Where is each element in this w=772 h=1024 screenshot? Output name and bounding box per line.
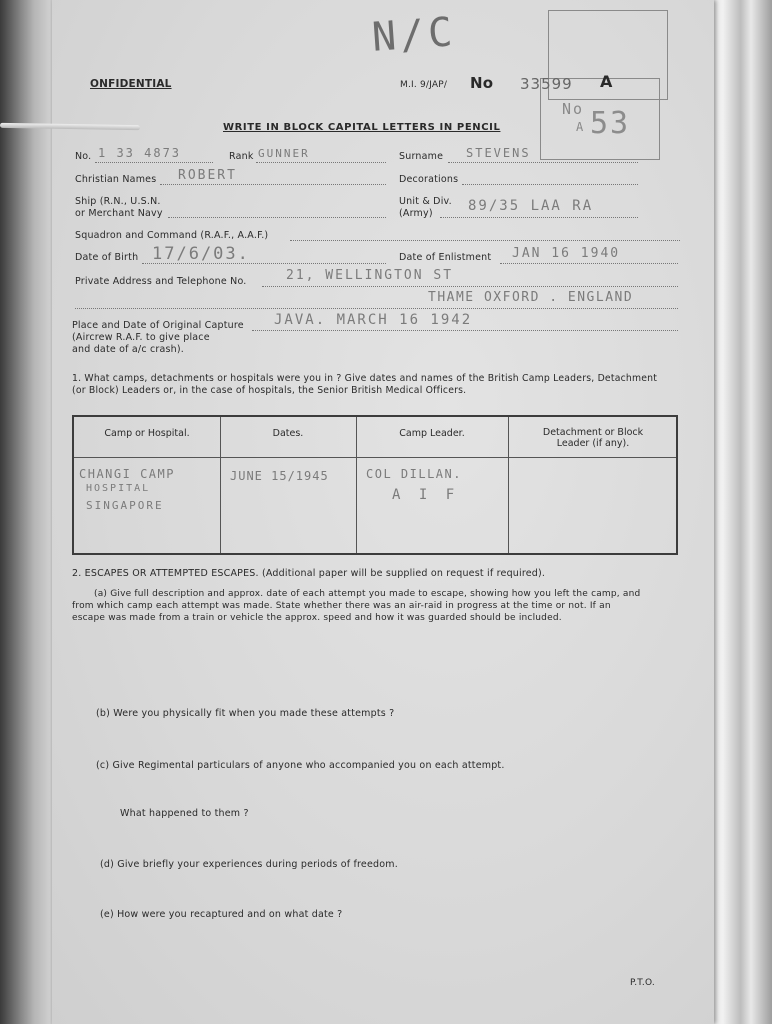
th-dates: Dates. [272,428,304,439]
stamp-a-small: A [576,120,586,134]
q1-text-line1: 1. What camps, detachments or hospitals were you in ? Give dates and names of the British Camp Leaders, Detachment [72,373,658,384]
unit-value: 89/35 LAA RA [468,198,594,214]
cell-camp-line3: SINGAPORE [86,499,164,512]
rank-value: GUNNER [258,147,310,160]
unit-label-line2: (Army) [399,208,433,219]
squadron-line [290,240,680,241]
stamp-no-label: No [562,100,585,118]
q2a-line3: escape was made from a train or vehicle the approx. speed and how it was guarded should be included. [72,613,562,623]
dob-value: 17/6/03. [152,244,250,264]
capture-value: JAVA. MARCH 16 1942 [274,312,473,328]
enlistment-line [500,263,678,264]
rank-label: Rank [229,151,254,162]
th-camp: Camp or Hospital. [104,428,190,439]
address-value-line1: 21, WELLINGTON ST [286,268,454,283]
block-capitals-instruction: WRITE IN BLOCK CAPITAL LETTERS IN PENCIL [223,122,501,133]
cell-leader-line1: COL DILLAN. [366,467,462,481]
form-reference: M.I. 9/JAP/ [400,80,448,90]
cell-leader-line2: A I F [392,487,460,503]
camps-table [72,415,678,555]
address-line2 [75,308,678,309]
capture-label-line2: (Aircrew R.A.F. to give place [72,332,210,343]
q2b: (b) Were you physically fit when you made these attempts ? [96,708,395,719]
decorations-label: Decorations [399,174,459,185]
q2e: (e) How were you recaptured and on what date ? [100,909,343,920]
stamp-letter-a: A [600,72,613,91]
table-header-rule [74,457,676,458]
squadron-label: Squadron and Command (R.A.F., A.A.F.) [75,230,269,241]
service-no-value: 1 33 4873 [98,146,182,160]
q2a-line2: from which camp each attempt was made. State whether there was an air-raid in progress at the time or not. If an [72,601,611,611]
christian-names-value: ROBERT [178,168,237,183]
ship-label-line1: Ship (R.N., U.S.N. [75,196,161,207]
enlistment-value: JAN 16 1940 [512,246,621,261]
dob-label: Date of Birth [75,252,139,263]
surname-value: STEVENS [466,146,531,160]
capture-label-line3: and date of a/c crash). [72,344,185,355]
unit-label-line1: Unit & Div. [399,196,452,207]
decorations-line [462,184,638,185]
cell-dates: JUNE 15/1945 [230,469,329,483]
service-no-line [95,162,213,163]
th-detachment-line1: Detachment or Block [542,427,644,438]
christian-names-line [160,184,386,185]
address-label: Private Address and Telephone No. [75,276,247,287]
enlistment-label: Date of Enlistment [399,252,492,263]
th-camp-leader: Camp Leader. [399,428,465,439]
unit-line [440,217,638,218]
capture-line [252,330,678,331]
surname-label: Surname [399,151,444,162]
ship-label-line2: or Merchant Navy [75,208,163,219]
christian-names-label: Christian Names [75,174,157,185]
surname-line [448,162,638,163]
cell-camp-line1: CHANGI CAMP [79,467,175,481]
address-value-line2: THAME OXFORD . ENGLAND [428,290,634,305]
confidential-label: ONFIDENTIAL [90,78,172,90]
q1-text-line2: (or Block) Leaders or, in the case of hospitals, the Senior British Medical Officers. [72,385,467,396]
q2-heading: 2. ESCAPES OR ATTEMPTED ESCAPES. (Additional paper will be supplied on request if required). [72,568,546,579]
handwritten-nc: N/C [370,9,458,61]
th-detachment-line2: Leader (if any). [556,438,630,449]
stamp-number: 53 [590,106,631,141]
header-no-label: No [470,74,494,92]
ship-line [168,217,386,218]
q2a-line1: (a) Give full description and approx. date of each attempt you made to escape, showing how you left the camp, and [94,589,641,599]
serial-number: 33599 [520,75,573,93]
q2c-sub: What happened to them ? [120,808,249,819]
q2c: (c) Give Regimental particulars of anyone who accompanied you on each attempt. [96,760,505,771]
q2d: (d) Give briefly your experiences during periods of freedom. [100,859,398,870]
address-line1 [262,286,678,287]
service-no-label: No. [75,151,92,162]
pto-label: P.T.O. [630,978,655,988]
rank-line [256,162,386,163]
capture-label-line1: Place and Date of Original Capture [72,320,244,331]
cell-camp-line2: HOSPITAL [86,483,151,494]
